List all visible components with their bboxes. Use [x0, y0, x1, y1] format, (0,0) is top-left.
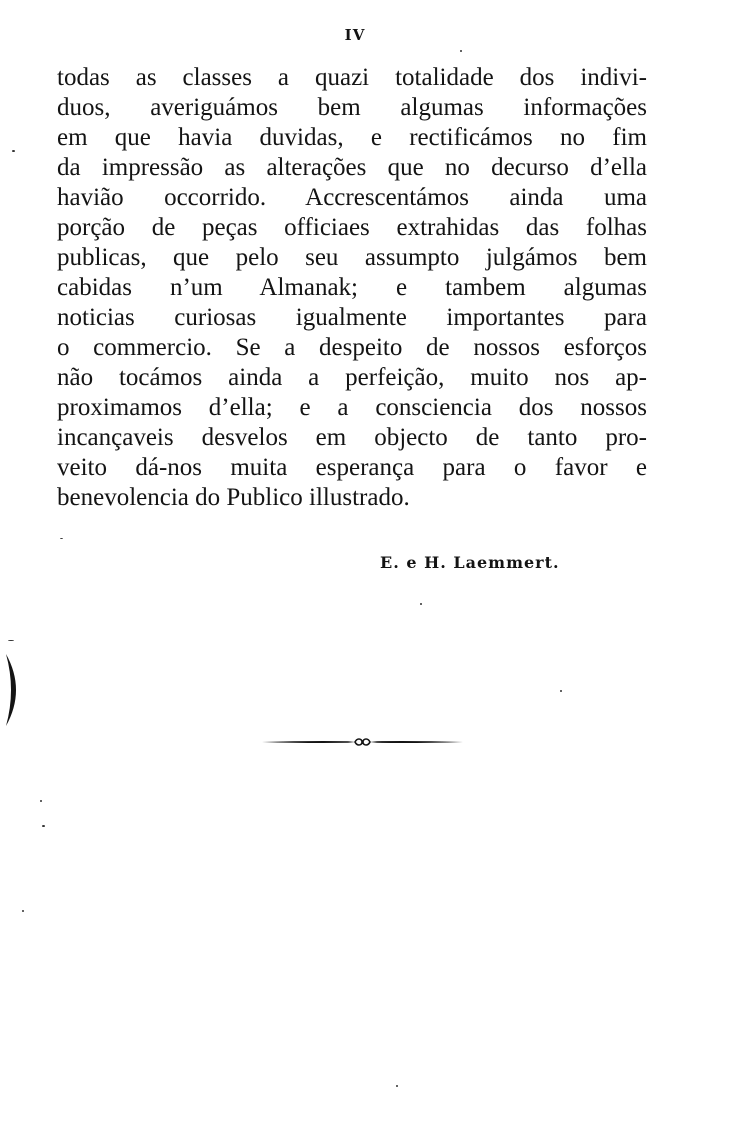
- paper-speck: [40, 800, 42, 802]
- body-paragraph: [57, 63, 647, 513]
- text-line: noticias curiosas igualmente importantes para: [57, 304, 647, 331]
- text-line: o commercio. Se a despeito de nossos esforços: [57, 334, 647, 361]
- paper-speck: [396, 1085, 398, 1087]
- text-line: incançaveis desvelos em objecto de tanto pro-: [57, 424, 647, 451]
- text-line: em que havia duvidas, e rectificámos no fim: [57, 124, 647, 151]
- paper-speck: [42, 825, 45, 827]
- text-line: cabidas n’um Almanak; e tambem algumas: [57, 274, 647, 301]
- paper-speck: [8, 640, 14, 641]
- text-line: proximamos d’ella; e a consciencia dos nossos: [57, 394, 647, 421]
- text-line: porção de peças officiaes extrahidas das folhas: [57, 214, 647, 241]
- text-line: havião occorrido. Accrescentámos ainda uma: [57, 184, 647, 211]
- text-line: não tocámos ainda a perfeição, muito nos ap-: [57, 364, 647, 391]
- paper-speck: [12, 150, 15, 152]
- text-line-last: benevolencia do Publico illustrado.: [57, 484, 410, 511]
- binding-edge-mark: [2, 650, 28, 730]
- signature: E. e H. Laemmert.: [380, 553, 560, 572]
- fleuron-rule-icon: [260, 730, 465, 754]
- paper-speck: [420, 603, 422, 605]
- text-line: publicas, que pelo seu assumpto julgámos bem: [57, 244, 647, 271]
- page-number: IV: [344, 26, 366, 44]
- text-line: veito dá-nos muita esperança para o favor e: [57, 454, 647, 481]
- text-line: todas as classes a quazi totalidade dos indivi-: [57, 64, 647, 91]
- text-line: duos, averiguámos bem algumas informações: [57, 94, 647, 121]
- paper-speck: [460, 50, 462, 52]
- paper-speck: [560, 690, 562, 692]
- text-line: da impressão as alterações que no decurso d’ella: [57, 154, 647, 181]
- paper-speck: [22, 910, 24, 912]
- paper-speck: [60, 538, 63, 539]
